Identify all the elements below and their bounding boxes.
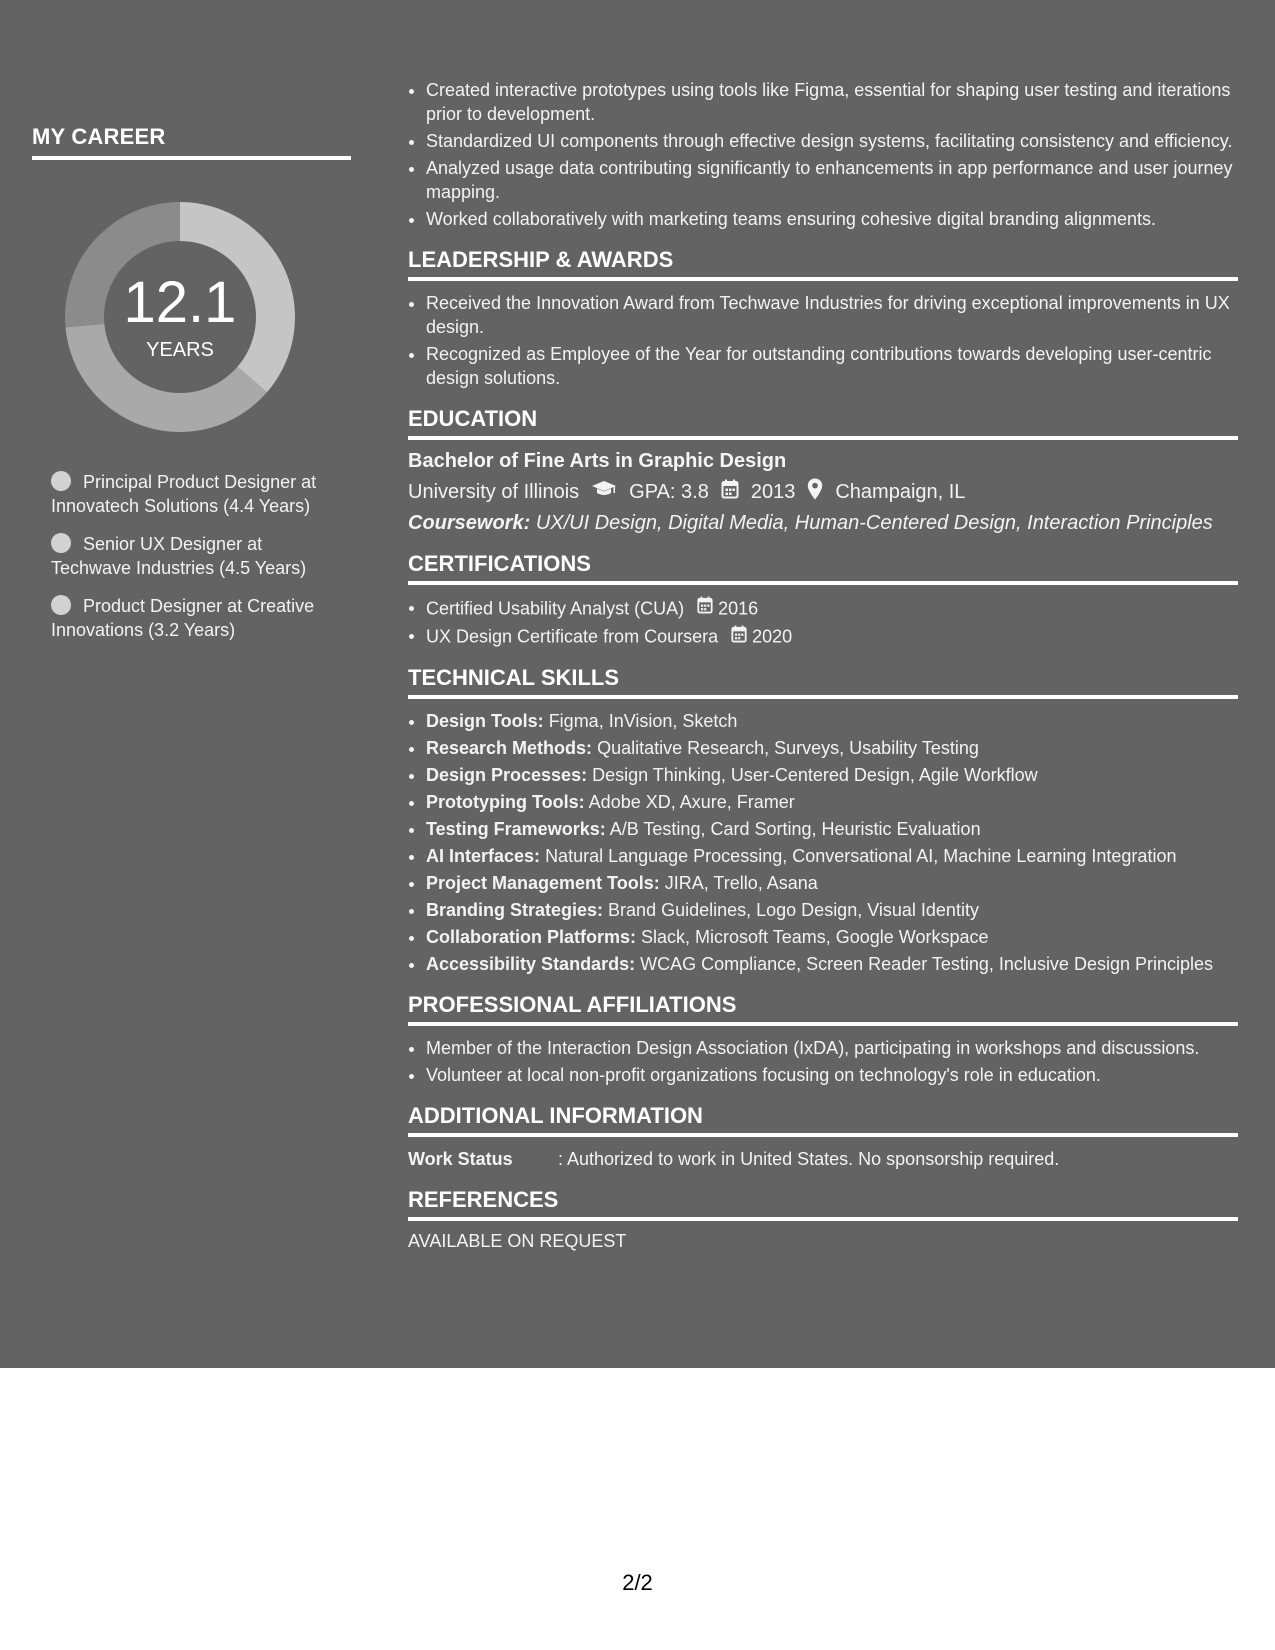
skill-item: • Collaboration Platforms: Slack, Microsoft Teams, Google Workspace bbox=[426, 925, 1238, 949]
work-status-label: Work Status bbox=[408, 1148, 513, 1169]
award-item: • Recognized as Employee of the Year for outstanding contributions towards developing user-centric design solutions. bbox=[426, 342, 1238, 390]
work-status-row bbox=[408, 1147, 1238, 1171]
sidebar bbox=[32, 124, 351, 656]
affiliation-item: • Volunteer at local non-profit organizations focusing on technology's role in education. bbox=[426, 1063, 1238, 1087]
education-gpa: GPA: 3.8 bbox=[629, 480, 709, 503]
skill-item: • Design Tools: Figma, InVision, Sketch bbox=[426, 709, 1238, 733]
total-years-unit: YEARS bbox=[146, 339, 214, 361]
award-item: • Received the Innovation Award from Techwave Industries for driving exceptional improvements in UX design. bbox=[426, 291, 1238, 339]
references-text: AVAILABLE ON REQUEST bbox=[408, 1230, 627, 1251]
career-section-title: MY CAREER bbox=[32, 124, 351, 160]
experience-bullet: • Created interactive prototypes using tools like Figma, essential for shaping user testing and iterations prior to development. bbox=[426, 78, 1238, 126]
skills-title: TECHNICAL SKILLS bbox=[408, 665, 1238, 699]
certifications-title: CERTIFICATIONS bbox=[408, 551, 1238, 585]
education-year: 2013 bbox=[750, 480, 796, 503]
education-coursework: Coursework: UX/UI Design, Digital Media, Human-Centered Design, Interaction Principles bbox=[408, 512, 1213, 534]
bullet-dot-icon bbox=[51, 471, 71, 491]
career-donut-chart bbox=[65, 202, 295, 432]
career-item: Product Designer at Creative Innovations (3.2 Years) bbox=[51, 596, 315, 640]
experience-bullet: • Standardized UI components through effective design systems, facilitating consistency and efficiency. bbox=[426, 129, 1238, 153]
education-degree: Bachelor of Fine Arts in Graphic Design bbox=[408, 450, 787, 472]
references-title: REFERENCES bbox=[408, 1187, 1238, 1221]
career-item: Senior UX Designer at Techwave Industries (4.5 Years) bbox=[51, 534, 307, 578]
skill-item: • Branding Strategies: Brand Guidelines, Logo Design, Visual Identity bbox=[426, 898, 1238, 922]
certifications-list bbox=[408, 595, 1238, 649]
affiliations-list bbox=[408, 1036, 1238, 1087]
education-title: EDUCATION bbox=[408, 406, 1238, 440]
certification-item: • UX Design Certificate from Coursera 2020 bbox=[426, 623, 1238, 648]
skill-item: • Testing Frameworks: A/B Testing, Card Sorting, Heuristic Evaluation bbox=[426, 817, 1238, 841]
additional-info-title: ADDITIONAL INFORMATION bbox=[408, 1103, 1238, 1137]
main-column bbox=[408, 78, 1238, 1252]
skill-item: • Design Processes: Design Thinking, User-Centered Design, Agile Workflow bbox=[426, 763, 1238, 787]
skill-item: • Accessibility Standards: WCAG Compliance, Screen Reader Testing, Inclusive Design Principles bbox=[426, 952, 1238, 976]
skill-item: • Research Methods: Qualitative Research, Surveys, Usability Testing bbox=[426, 736, 1238, 760]
career-item: Principal Product Designer at Innovatech Solutions (4.4 Years) bbox=[51, 472, 317, 516]
education-details bbox=[408, 478, 1238, 506]
map-pin-icon bbox=[807, 478, 823, 506]
leadership-list bbox=[408, 291, 1238, 390]
work-status-value: : Authorized to work in United States. No sponsorship required. bbox=[558, 1148, 1060, 1169]
skill-item: • Project Management Tools: JIRA, Trello, Asana bbox=[426, 871, 1238, 895]
page-number: 2/2 bbox=[622, 1570, 653, 1595]
experience-bullets bbox=[408, 78, 1238, 231]
skills-list bbox=[408, 709, 1238, 976]
skill-item: • Prototyping Tools: Adobe XD, Axure, Framer bbox=[426, 790, 1238, 814]
bullet-dot-icon bbox=[51, 595, 71, 615]
career-list bbox=[51, 470, 336, 642]
calendar-icon bbox=[721, 479, 739, 505]
experience-bullet: • Analyzed usage data contributing significantly to enhancements in app performance and user journey mapping. bbox=[426, 156, 1238, 204]
education-location: Champaign, IL bbox=[835, 480, 966, 503]
affiliation-item: • Member of the Interaction Design Association (IxDA), participating in workshops and discussions. bbox=[426, 1036, 1238, 1060]
calendar-icon bbox=[697, 596, 713, 620]
certification-item: • Certified Usability Analyst (CUA) 2016 bbox=[426, 595, 1238, 620]
bullet-dot-icon bbox=[51, 533, 71, 553]
education-school: University of Illinois bbox=[408, 480, 580, 503]
total-years-value: 12.1 bbox=[123, 270, 237, 335]
affiliations-title: PROFESSIONAL AFFILIATIONS bbox=[408, 992, 1238, 1026]
calendar-icon bbox=[731, 625, 747, 649]
experience-bullet: • Worked collaboratively with marketing teams ensuring cohesive digital branding alignments. bbox=[426, 207, 1238, 231]
leadership-title: LEADERSHIP & AWARDS bbox=[408, 247, 1238, 281]
skill-item: • AI Interfaces: Natural Language Processing, Conversational AI, Machine Learning Integration bbox=[426, 844, 1238, 868]
graduation-cap-icon bbox=[591, 480, 617, 504]
